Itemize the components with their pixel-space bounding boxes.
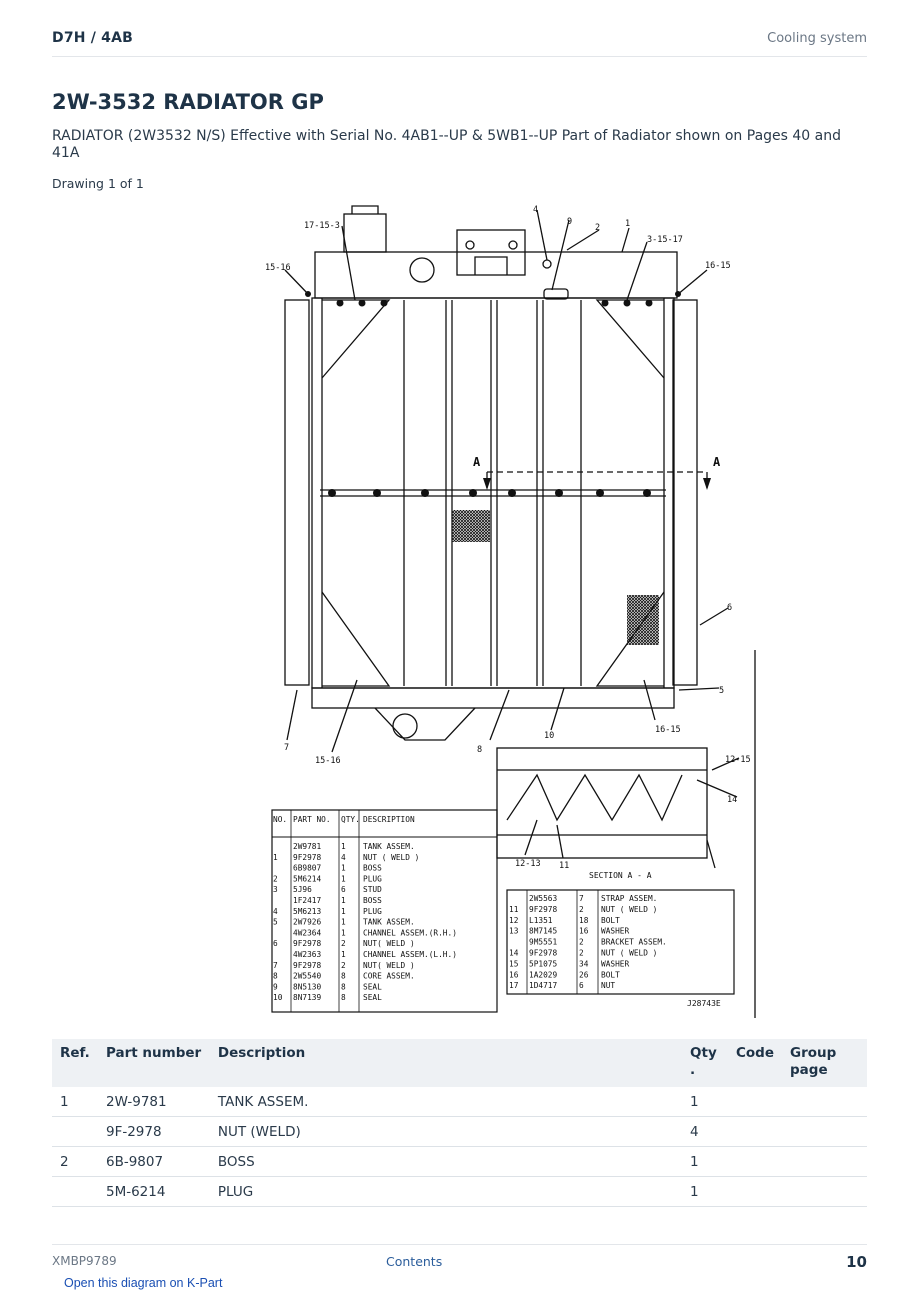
table-row xyxy=(52,1177,867,1207)
section-name: Cooling system xyxy=(767,31,867,46)
legend-qty: 2 xyxy=(579,937,584,947)
legend-qty: 1 xyxy=(341,863,346,873)
legend-part-no: 5J96 xyxy=(293,885,312,895)
cell-qty: 4 xyxy=(682,1117,728,1147)
legend-part-no: 9M5551 xyxy=(529,937,558,947)
callout-label: 16-15 xyxy=(705,261,731,271)
legend-header: QTY. xyxy=(341,815,360,824)
legend-qty: 4 xyxy=(341,852,346,862)
legend-description: CORE ASSEM. xyxy=(363,971,415,981)
callout-label: 6 xyxy=(727,603,733,613)
legend-description: BOLT xyxy=(601,915,620,925)
cell-part-number: 2W-9781 xyxy=(98,1087,210,1117)
legend-qty: 16 xyxy=(579,926,589,936)
legend-no: 8 xyxy=(273,971,278,981)
legend-description: CHANNEL ASSEM.(R.H.) xyxy=(363,928,457,938)
page-number: 10 xyxy=(846,1253,867,1271)
legend-no: 10 xyxy=(273,993,283,1003)
legend-description: NUT ( WELD ) xyxy=(601,948,658,958)
legend-no: 16 xyxy=(509,970,519,980)
legend-part-no: 5M6214 xyxy=(293,874,322,884)
document-id: XMBP9789 xyxy=(52,1254,117,1268)
legend-description: BOSS xyxy=(363,896,382,905)
legend-description: WASHER xyxy=(601,959,630,969)
callout-label: 8 xyxy=(477,745,483,755)
drawing-callouts xyxy=(265,205,751,1008)
legend-no: 11 xyxy=(509,904,519,914)
legend-qty: 8 xyxy=(341,971,346,981)
cell-qty: 1 xyxy=(682,1147,728,1177)
legend-no: 13 xyxy=(509,926,519,936)
legend-qty: 2 xyxy=(579,948,584,958)
legend-part-no: 2W5563 xyxy=(529,894,558,903)
legend-description: SEAL xyxy=(363,982,382,992)
legend-qty: 34 xyxy=(579,959,589,969)
column-qty: Qty . xyxy=(682,1039,728,1087)
parts-table xyxy=(52,1039,867,1207)
legend-description: NUT xyxy=(601,981,616,991)
callout-label: 17-15-3 xyxy=(304,221,340,231)
callout-label: 9 xyxy=(567,217,573,227)
legend-part-no: 6B9807 xyxy=(293,863,322,873)
legend-no: 17 xyxy=(509,981,519,991)
legend-qty: 1 xyxy=(341,906,346,916)
page xyxy=(52,0,867,1300)
legend-part-no: 4W2364 xyxy=(293,928,322,938)
page-footer xyxy=(52,1244,867,1290)
legend-header: NO. xyxy=(273,815,288,824)
radiator-diagram[interactable] xyxy=(207,200,767,1025)
cell-description: TANK ASSEM. xyxy=(210,1087,682,1117)
page-header xyxy=(52,28,867,57)
legend-description: SEAL xyxy=(363,993,382,1003)
cell-description: PLUG xyxy=(210,1177,682,1207)
table-row xyxy=(52,1147,867,1177)
cell-code xyxy=(728,1087,782,1117)
legend-header: PART NO. xyxy=(293,815,331,824)
callout-label: 2 xyxy=(595,223,601,233)
cell-description: BOSS xyxy=(210,1147,682,1177)
legend-qty: 2 xyxy=(579,904,584,914)
column-group-page: Group page xyxy=(782,1039,867,1087)
legend-qty: 2 xyxy=(341,960,346,970)
legend-description: STUD xyxy=(363,885,382,895)
cell-code xyxy=(728,1117,782,1147)
cell-part-number: 9F-2978 xyxy=(98,1117,210,1147)
legend-no: 4 xyxy=(273,906,278,916)
legend-qty: 1 xyxy=(341,874,346,884)
cell-group-page xyxy=(782,1177,867,1207)
legend-part-no: 5M6213 xyxy=(293,906,322,916)
legend-no: 5 xyxy=(273,917,278,927)
legend-right xyxy=(507,890,734,994)
legend-no: 1 xyxy=(273,852,278,862)
callout-label: 10 xyxy=(544,731,555,741)
callout-label: 11 xyxy=(559,861,570,871)
callout-label: 4 xyxy=(533,205,539,215)
legend-description: CHANNEL ASSEM.(L.H.) xyxy=(363,950,457,959)
legend-part-no: L1351 xyxy=(529,915,553,925)
legend-description: STRAP ASSEM. xyxy=(601,894,658,903)
legend-description: BOLT xyxy=(601,970,620,980)
legend-description: WASHER xyxy=(601,926,630,936)
legend-description: PLUG xyxy=(363,906,382,916)
legend-part-no: 9F2978 xyxy=(529,904,558,914)
legend-part-no: 1F2417 xyxy=(293,896,322,905)
open-diagram-link[interactable]: Open this diagram on K-Part xyxy=(64,1276,223,1290)
cell-qty: 1 xyxy=(682,1087,728,1117)
drawing-details xyxy=(305,291,711,645)
column-part-number: Part number xyxy=(98,1039,210,1087)
legend-description: NUT( WELD ) xyxy=(363,939,415,949)
legend-description: NUT( WELD ) xyxy=(363,960,415,970)
legend-no: 9 xyxy=(273,982,278,992)
legend-header: DESCRIPTION xyxy=(363,815,415,824)
legend-qty: 8 xyxy=(341,982,346,992)
legend-qty: 26 xyxy=(579,970,589,980)
legend-part-no: 2W5540 xyxy=(293,971,322,981)
callout-label: 7 xyxy=(284,743,290,753)
radiator-drawing-svg xyxy=(207,200,767,1025)
legend-part-no: 8N7139 xyxy=(293,993,322,1003)
legend-description: BRACKET ASSEM. xyxy=(601,937,667,947)
legend-qty: 7 xyxy=(579,894,584,903)
legend-no: 7 xyxy=(273,960,278,970)
legend-qty: 6 xyxy=(579,981,584,991)
drawing-counter: Drawing 1 of 1 xyxy=(52,176,144,191)
legend-part-no: 9F2978 xyxy=(529,948,558,958)
legend-no: 3 xyxy=(273,885,278,895)
cell-code xyxy=(728,1147,782,1177)
cell-part-number: 6B-9807 xyxy=(98,1147,210,1177)
legend-part-no: 9F2978 xyxy=(293,852,322,862)
cell-ref xyxy=(52,1117,98,1147)
radiator-line-art xyxy=(285,206,755,1018)
cell-part-number: 5M-6214 xyxy=(98,1177,210,1207)
callout-label: 14 xyxy=(727,795,738,805)
legend-part-no: 5P1075 xyxy=(529,959,558,969)
legend-qty: 1 xyxy=(341,842,346,851)
column-description: Description xyxy=(210,1039,682,1087)
callout-label: 3-15-17 xyxy=(647,235,683,245)
legend-part-no: 9F2978 xyxy=(293,960,322,970)
legend-qty: 18 xyxy=(579,915,589,925)
column-code: Code xyxy=(728,1039,782,1087)
callout-label: 12-15 xyxy=(725,755,751,765)
callout-label: A xyxy=(713,455,721,469)
legend-no: 2 xyxy=(273,874,278,884)
cell-ref xyxy=(52,1177,98,1207)
table-row xyxy=(52,1087,867,1117)
legend-description: NUT ( WELD ) xyxy=(601,904,658,914)
cell-group-page xyxy=(782,1147,867,1177)
legend-part-no: 8N5130 xyxy=(293,982,322,992)
callout-label: 12-13 xyxy=(515,859,541,869)
cell-qty: 1 xyxy=(682,1177,728,1207)
contents-link[interactable]: Contents xyxy=(386,1254,443,1269)
cell-ref: 1 xyxy=(52,1087,98,1117)
legend-part-no: 8M7145 xyxy=(529,926,558,936)
legend-part-no: 9F2978 xyxy=(293,939,322,949)
callout-label: 1 xyxy=(625,219,631,229)
legend-qty: 1 xyxy=(341,896,346,905)
column-ref: Ref. xyxy=(52,1039,98,1087)
page-title: 2W-3532 RADIATOR GP xyxy=(52,90,324,114)
legend-qty: 1 xyxy=(341,917,346,927)
callout-label: 16-15 xyxy=(655,725,681,735)
parts-table-header xyxy=(52,1039,867,1087)
section-caption: SECTION A - A xyxy=(589,871,652,880)
drawing-code: J28743E xyxy=(687,999,721,1008)
legend-left xyxy=(272,810,497,1012)
legend-description: BOSS xyxy=(363,863,382,873)
callout-label: 15-16 xyxy=(315,756,341,766)
cell-description: NUT (WELD) xyxy=(210,1117,682,1147)
legend-part-no: 1A2029 xyxy=(529,970,558,980)
legend-qty: 1 xyxy=(341,928,346,938)
legend-qty: 1 xyxy=(341,950,346,959)
legend-description: NUT ( WELD ) xyxy=(363,852,420,862)
legend-part-no: 4W2363 xyxy=(293,950,322,959)
legend-no: 6 xyxy=(273,939,278,949)
legend-qty: 8 xyxy=(341,993,346,1003)
legend-no: 14 xyxy=(509,948,519,958)
cell-ref: 2 xyxy=(52,1147,98,1177)
legend-no: 15 xyxy=(509,959,519,969)
legend-description: PLUG xyxy=(363,874,382,884)
cell-group-page xyxy=(782,1087,867,1117)
legend-description: TANK ASSEM. xyxy=(363,842,415,851)
legend-qty: 2 xyxy=(341,939,346,949)
callout-label: A xyxy=(473,455,481,469)
legend-description: TANK ASSEM. xyxy=(363,917,415,927)
model-label: D7H / 4AB xyxy=(52,30,133,46)
callout-label: 5 xyxy=(719,686,725,696)
legend-part-no: 2W7926 xyxy=(293,917,322,927)
legend-part-no: 1D4717 xyxy=(529,981,558,991)
cell-code xyxy=(728,1177,782,1207)
table-row xyxy=(52,1117,867,1147)
legend-qty: 6 xyxy=(341,885,346,895)
legend-part-no: 2W9781 xyxy=(293,842,322,851)
legend-no: 12 xyxy=(509,915,519,925)
callout-label: 15-16 xyxy=(265,263,291,273)
page-subtitle: RADIATOR (2W3532 N/S) Effective with Serial No. 4AB1--UP & 5WB1--UP Part of Radiator shown on Pages 40 and 41A xyxy=(52,128,841,161)
cell-group-page xyxy=(782,1117,867,1147)
